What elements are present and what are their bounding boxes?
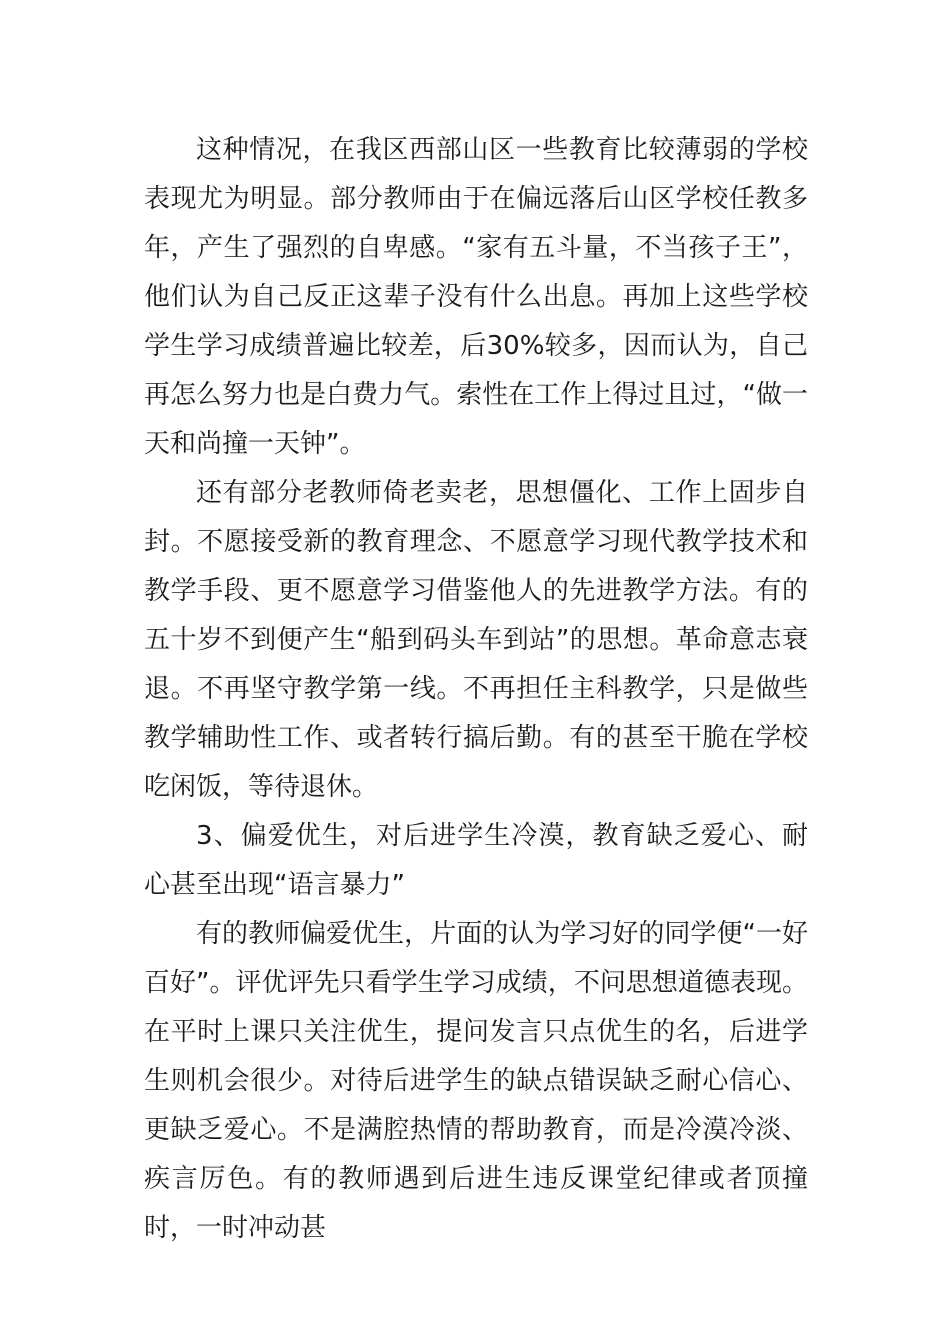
- paragraph-favoritism: 有的教师偏爱优生，片面的认为学习好的同学便“一好百好”。评优评先只看学生学习成绩，不问思想道德表现。在平时上课只关注优生，提问发言只点优生的名，后进学生则机会很少。对待后进学生的缺点错误缺乏耐心信心、更缺乏爱心。不是满腔热情的帮助教育，而是冷漠冷淡、疾言厉色。有的教师遇到后进生违反课堂纪律或者顶撞时，一时冲动甚: [144, 919, 808, 1243]
- section-heading-3: 3、偏爱优生，对后进学生冷漠，教育缺乏爱心、耐心甚至出现“语言暴力”: [144, 821, 808, 900]
- paragraph-old-teachers: 还有部分老教师倚老卖老，思想僵化、工作上固步自封。不愿接受新的教育理念、不愿意学习现代教学技术和教学手段、更不愿意学习借鉴他人的先进教学方法。有的五十岁不到便产生“船到码头车到站”的思想。革命意志衰退。不再坚守教学第一线。不再担任主科教学，只是做些教学辅助性工作、或者转行搞后勤。有的甚至干脆在学校吃闲饭，等待退休。: [144, 478, 808, 802]
- paragraph-mountain-schools: 这种情况，在我区西部山区一些教育比较薄弱的学校表现尤为明显。部分教师由于在偏远落后山区学校任教多年，产生了强烈的自卑感。“家有五斗量，不当孩子王”，他们认为自己反正这辈子没有什么出息。再加上这些学校学生学习成绩普遍比较差，后30%较多，因而认为，自己再怎么努力也是白费力气。索性在工作上得过且过，“做一天和尚撞一天钟”。: [144, 135, 808, 459]
- document-body: [144, 126, 808, 1253]
